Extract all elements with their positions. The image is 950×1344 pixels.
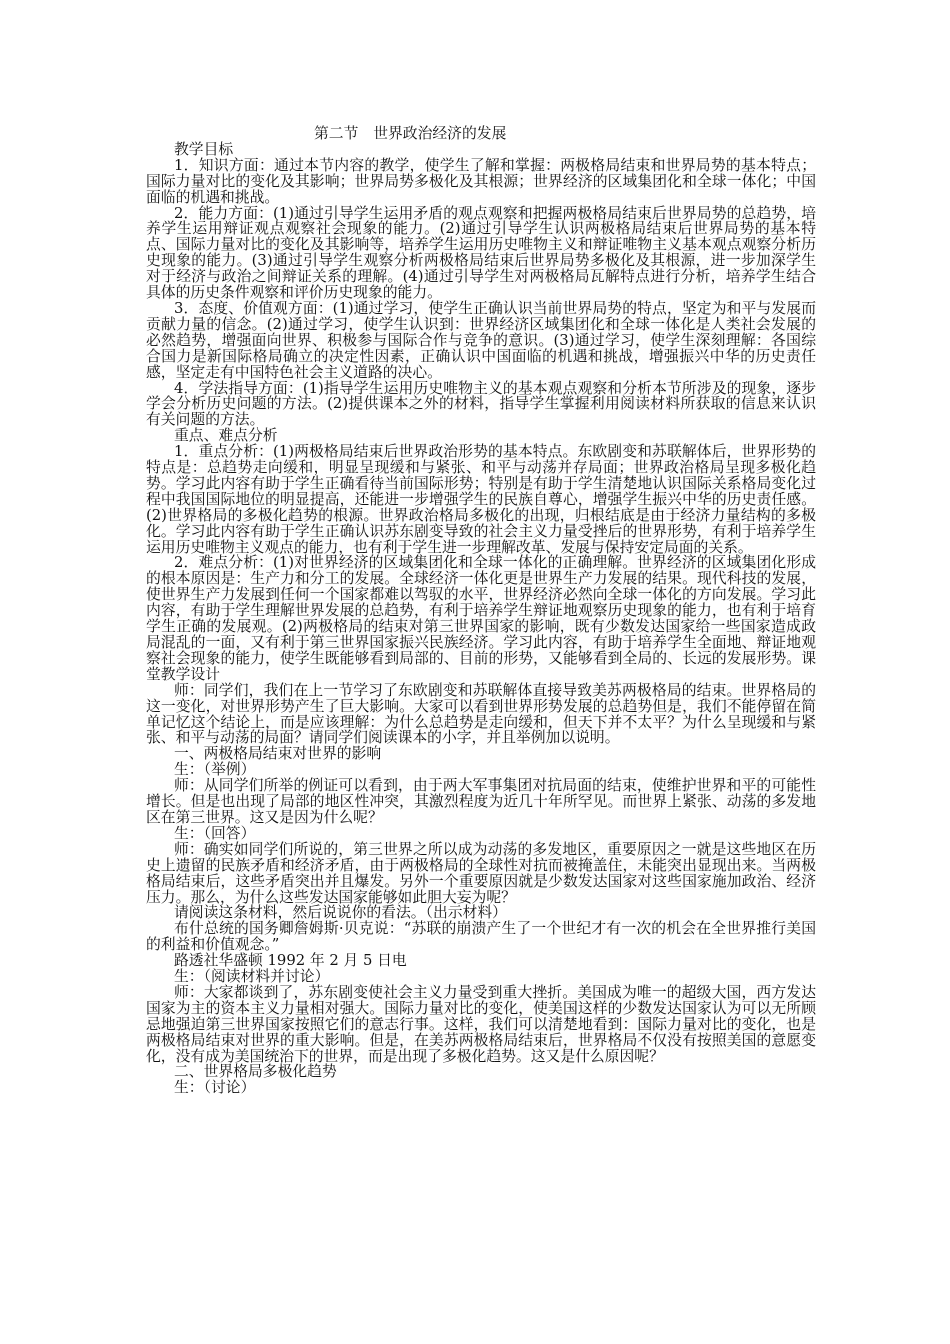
section-title: 第二节 世界政治经济的发展 [314, 125, 507, 142]
student-examples: 生：（举例） [174, 761, 256, 779]
heading-teaching-goals: 教学目标 [174, 140, 234, 158]
student-discuss-2: 生：（讨论） [174, 1079, 256, 1097]
material-source: 路透社华盛顿 1992 年 2 月 5 日电 [174, 952, 407, 970]
goal-attitude: 3．态度、价值观方面：(1)通过学习，使学生正确认识当前世界局势的特点，坚定为和平与发展而贡献力量的信念。(2)通过学习，使学生认识到：世界经济区域集团化和全球一体化是人类社会发展的必然趋势，增强面向世界、积极参与国际合作与竞争的意识。(3)通过学习，使学生深刻理解：各国综合国力是新国际格局确立的决定性因素，正确认识中国面临的机遇和挑战，增强振兴中华的历史责任感，坚定走有中国特色社会主义道路的决心。 [146, 299, 816, 381]
heading-part-one: 一、两极格局结束对世界的影响 [174, 745, 382, 763]
teacher-intro: 师：同学们，我们在上一节学习了东欧剧变和苏联解体直接导致美苏两极格局的结束。世界格局的这一变化，对世界形势产生了巨大影响。大家可以看到世界形势发展的总趋势但是，我们不能停留在简单记忆这个结论上，而是应该理解：为什么总趋势是走向缓和，但天下并不太平？为什么呈现缓和与紧张、和平与动荡的局面？请同学们阅读课本的小字，并且举例加以说明。 [146, 681, 816, 747]
heading-part-two: 二、世界格局多极化趋势 [174, 1063, 337, 1081]
material-prompt: 请阅读这条材料，然后说说你的看法。（出示材料） [174, 904, 507, 922]
goal-ability: 2．能力方面：(1)通过引导学生运用矛盾的观点观察和把握两极格局结束后世界局势的总趋势，培养学生运用辩证观点观察社会现象的能力。(2)通过引导学生认识两极格局结束后世界局势的基本特点、国际力量对比的变化及其影响等，培养学生运用历史唯物主义和辩证唯物主义基本观点观察分析历史现象的能力。(3)通过引导学生观察分析两极格局结束后世界局势多极化及其根源，进一步加深学生对于经济与政治之间辩证关系的理解。(4)通过引导学生对两极格局瓦解特点进行分析，培养学生结合具体的历史条件观察和评价历史现象的能力。 [146, 204, 816, 302]
goal-knowledge: 1．知识方面：通过本节内容的教学，使学生了解和掌握：两极格局结束和世界局势的基本特点；国际力量对比的变化及其影响；世界局势多极化及其根源；世界经济的区域集团化和全球一体化；中国面临的机遇和挑战。 [146, 156, 816, 206]
document-page [146, 126, 816, 1096]
heading-key-points: 重点、难点分析 [174, 427, 278, 445]
student-discussion: 生：（阅读材料并讨论） [174, 968, 330, 986]
teacher-remark-3: 师：大家都谈到了，苏东剧变使社会主义力量受到重大挫折。美国成为唯一的超级大国，西方发达国家为主的资本主义力量相对强大。国际力量对比的变化，使美国这样的少数发达国家认为可以无所顾忌地强迫第三世界国家按照它们的意志行事。这样，我们可以清楚地看到：国际力量对比的变化，也是两极格局结束对世界的重大影响。但是，在美苏两极格局结束后，世界格局不仅没有按照美国的意愿变化，没有成为美国统治下的世界，而是出现了多极化趋势。这又是什么原因呢？ [146, 983, 816, 1065]
teacher-remark-1: 师：从同学们所举的例证可以看到，由于两大军事集团对抗局面的结束，使维护世界和平的可能性增长。但是也出现了局部的地区性冲突，其激烈程度为近几十年所罕见。而世界上紧张、动荡的多发地区在第三世界。这又是因为什么呢？ [146, 777, 816, 826]
difficulty-analysis: 2．难点分析：(1)对世界经济的区域集团化和全球一体化的正确理解。世界经济的区域集团化形成的根本原因是：生产力和分工的发展。全球经济一体化更是世界生产力发展的结果。现代科技的发展，使世界生产力发展到任何一个国家都难以驾驭的水平，世界经济必然向全球一体化的方向发展。学习此内容，有助于学生理解世界发展的总趋势，有利于培养学生辩证地观察历史现象的能力，也有利于培育学生正确的发展观。(2)两极格局的结束对第三世界国家的影响，既有少数发达国家给一些国家造成政局混乱的一面，又有利于第三世界国家振兴民族经济。学习此内容，有助于培养学生全面地、辩证地观察社会现象的能力，使学生既能够看到局部的、目前的形势，又能够看到全局的、长远的发展形势。课堂教学设计 [146, 554, 816, 683]
student-answer: 生：（回答） [174, 824, 256, 842]
material-quote: 布什总统的国务卿詹姆斯·贝克说：“苏联的崩溃产生了一个世纪才有一次的机会在全世界推行美国的利益和价值观念。” [146, 920, 816, 954]
teacher-remark-2: 师：确实如同学们所说的，第三世界之所以成为动荡的多发地区，重要原因之一就是这些地区在历史上遗留的民族矛盾和经济矛盾，由于两极格局的全球性对抗而被掩盖住，未能突出显现出来。当两极格局结束后，这些矛盾突出并且爆发。另外一个重要原因就是少数发达国家对这些国家施加政治、经济压力。那么，为什么这些发达国家能够如此胆大妄为呢？ [146, 840, 816, 906]
goal-method: 4．学法指导方面：(1)指导学生运用历史唯物主义的基本观点观察和分析本节所涉及的现象，逐步学会分析历史问题的方法。(2)提供课本之外的材料，指导学生掌握利用阅读材料所获取的信息来认识有关问题的方法。 [146, 379, 816, 429]
key-point-analysis: 1．重点分析：(1)两极格局结束后世界政治形势的基本特点。东欧剧变和苏联解体后，世界形势的特点是：总趋势走向缓和，明显呈现缓和与紧张、和平与动荡并存局面；世界政治格局呈现多极化趋势。学习此内容有助于学生正确看待当前国际形势；特别是有助于学生清楚地认识国际关系格局变化过程中我国国际地位的明显提高，还能进一步增强学生的民族自尊心，增强学生振兴中华的历史责任感。(2)世界格局的多极化趋势的根源。世界政治格局多极化的出现，归根结底是由于经济力量结构的多极化。学习此内容有助于学生正确认识苏东剧变导致的社会主义力量受挫后的世界形势，有利于培养学生运用历史唯物主义观点的能力，也有利于学生进一步理解改革、发展与保持安定局面的关系。 [146, 443, 816, 556]
